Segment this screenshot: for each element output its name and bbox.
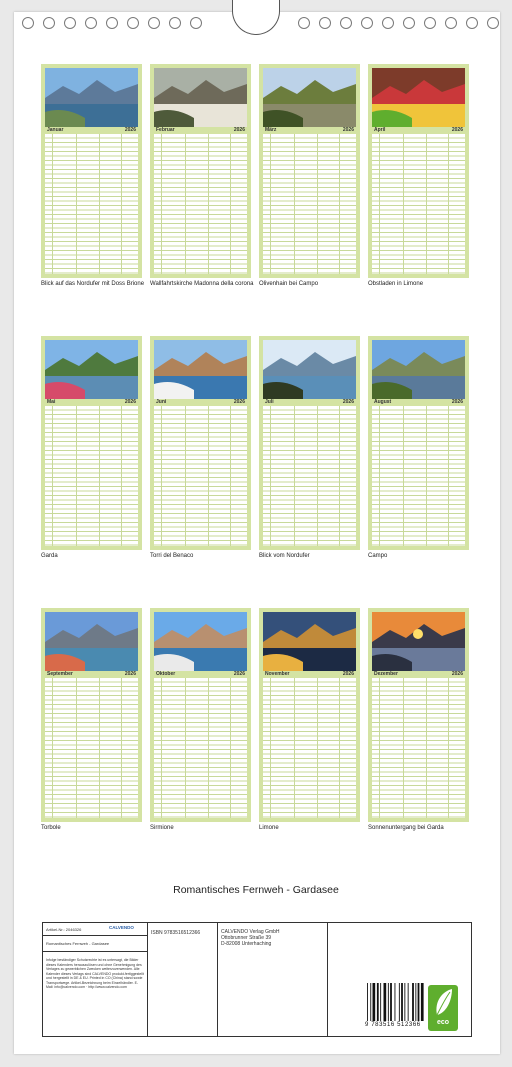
- day-grid: [263, 134, 356, 274]
- calvendo-logo: CALVENDO: [109, 925, 134, 930]
- month-caption: Limone: [259, 825, 279, 831]
- month-photo-image: [263, 612, 356, 671]
- month-panel-1: [41, 64, 142, 278]
- day-grid: [154, 406, 247, 546]
- binding-hole: [127, 17, 139, 29]
- day-grid: [263, 678, 356, 818]
- publisher-street: Ottobrunner Straße 39: [221, 935, 272, 941]
- binding-hole: [487, 17, 499, 29]
- month-year: 2026: [124, 127, 136, 133]
- month-name: Februar: [156, 127, 175, 133]
- publisher-name: CALVENDO Verlag GmbH: [221, 929, 280, 935]
- month-header: [372, 671, 465, 678]
- isbn: ISBN 9783516512366: [151, 930, 201, 936]
- month-photo: [372, 340, 465, 399]
- binding-hole: [43, 17, 55, 29]
- month-photo: [372, 612, 465, 671]
- month-header: [154, 399, 247, 406]
- binding-hole: [298, 17, 310, 29]
- month-caption: Obstladen in Limone: [368, 281, 424, 287]
- back-cover-info: [42, 922, 472, 1037]
- binding-hole: [466, 17, 478, 29]
- day-grid: [154, 678, 247, 818]
- month-photo-image: [372, 68, 465, 127]
- month-year: 2026: [233, 671, 245, 677]
- month-header: [263, 671, 356, 678]
- month-name: Dezember: [374, 671, 398, 677]
- month-caption: Sirmione: [150, 825, 174, 831]
- month-name: Mai: [47, 399, 56, 405]
- publisher-city: D-82008 Unterhaching: [221, 941, 272, 947]
- binding-hole: [169, 17, 181, 29]
- month-photo: [154, 340, 247, 399]
- binding-hole: [85, 17, 97, 29]
- day-grid: [45, 134, 138, 274]
- month-header: [45, 399, 138, 406]
- month-panel-4: [368, 64, 469, 278]
- month-photo: [263, 340, 356, 399]
- month-header: [263, 399, 356, 406]
- month-header: [263, 127, 356, 134]
- hanger-hook: [232, 0, 280, 35]
- binding-hole: [64, 17, 76, 29]
- eco-label: eco: [436, 1019, 450, 1026]
- month-year: 2026: [342, 671, 354, 677]
- month-caption: Olivenhain bei Campo: [259, 281, 319, 287]
- month-name: Juni: [156, 399, 167, 405]
- product-name: Romantisches Fernweh - Gardasee: [46, 941, 110, 946]
- month-name: April: [374, 127, 386, 133]
- month-photo-image: [45, 612, 138, 671]
- day-grid: [45, 406, 138, 546]
- binding-hole: [22, 17, 34, 29]
- month-panel-11: [259, 608, 360, 822]
- month-name: Juli: [265, 399, 274, 405]
- month-photo-image: [45, 68, 138, 127]
- month-name: Oktober: [156, 671, 176, 677]
- month-year: 2026: [342, 127, 354, 133]
- month-photo: [45, 340, 138, 399]
- binding-hole: [190, 17, 202, 29]
- month-caption: Torri del Benaco: [150, 553, 194, 559]
- month-panel-3: [259, 64, 360, 278]
- month-caption: Campo: [368, 553, 388, 559]
- month-year: 2026: [233, 127, 245, 133]
- month-name: August: [374, 399, 392, 405]
- month-photo-image: [263, 340, 356, 399]
- month-year: 2026: [124, 399, 136, 405]
- calendar-title: Romantisches Fernweh - Gardasee: [173, 884, 339, 896]
- binding-hole: [361, 17, 373, 29]
- barcode-digits: 9 783516 512366: [365, 1022, 421, 1028]
- month-name: September: [47, 671, 73, 677]
- month-caption: Sonnenuntergang bei Garda: [368, 825, 444, 831]
- binding-hole: [445, 17, 457, 29]
- month-panel-8: [368, 336, 469, 550]
- month-photo-image: [372, 340, 465, 399]
- month-panel-7: [259, 336, 360, 550]
- month-caption: Blick auf das Nordufer mit Doss Brione: [41, 281, 145, 287]
- month-panel-9: [41, 608, 142, 822]
- month-name: November: [265, 671, 290, 677]
- month-photo: [45, 612, 138, 671]
- day-grid: [372, 678, 465, 818]
- month-photo-image: [154, 612, 247, 671]
- month-photo-image: [154, 68, 247, 127]
- month-panel-10: [150, 608, 251, 822]
- month-name: Januar: [47, 127, 64, 133]
- month-header: [154, 127, 247, 134]
- month-photo: [154, 612, 247, 671]
- binding-hole: [340, 17, 352, 29]
- month-photo-image: [45, 340, 138, 399]
- month-year: 2026: [342, 399, 354, 405]
- month-panel-2: [150, 64, 251, 278]
- article-number: Artikel-Nr.: 2046326: [46, 927, 82, 932]
- binding-holes: [0, 0, 512, 40]
- month-photo: [45, 68, 138, 127]
- month-name: März: [265, 127, 277, 133]
- binding-hole: [403, 17, 415, 29]
- month-panel-5: [41, 336, 142, 550]
- binding-hole: [424, 17, 436, 29]
- binding-hole: [319, 17, 331, 29]
- month-photo: [263, 612, 356, 671]
- month-year: 2026: [124, 671, 136, 677]
- binding-hole: [382, 17, 394, 29]
- binding-hole: [148, 17, 160, 29]
- month-photo: [263, 68, 356, 127]
- month-year: 2026: [451, 127, 463, 133]
- eco-leaf-icon: [428, 985, 458, 1031]
- month-photo-image: [372, 612, 465, 671]
- month-caption: Garda: [41, 553, 58, 559]
- binding-hole: [106, 17, 118, 29]
- month-panel-12: [368, 608, 469, 822]
- month-caption: Torbole: [41, 825, 61, 831]
- month-year: 2026: [451, 671, 463, 677]
- day-grid: [372, 406, 465, 546]
- month-header: [45, 127, 138, 134]
- day-grid: [154, 134, 247, 274]
- month-caption: Wallfahrtskirche Madonna della corona: [150, 281, 254, 287]
- day-grid: [263, 406, 356, 546]
- month-header: [154, 671, 247, 678]
- month-photo-image: [263, 68, 356, 127]
- legal-notice: Infolge beständiger Schutzrechte ist es untersagt, die Bilder dieses Kalenders herauszulösen und ohne Genehmigung des Verlages zu gewerblichen Zwecken weiterzuverwenden. Alle Kalender dieses Verlags sind CALVENDO produkt-fertiggestellt und hergestellt in DE & EU. Printed in CO (China) stand sowie Transportwege. Artikel-Bezeichnung beim Einzelhändler. E-Mail: info@calvendo.com · http://www.calvendo.com: [46, 958, 144, 989]
- month-caption: Blick vom Nordufer: [259, 553, 310, 559]
- month-header: [45, 671, 138, 678]
- month-year: 2026: [451, 399, 463, 405]
- month-header: [372, 399, 465, 406]
- day-grid: [45, 678, 138, 818]
- month-panel-6: [150, 336, 251, 550]
- month-photo: [154, 68, 247, 127]
- month-year: 2026: [233, 399, 245, 405]
- day-grid: [372, 134, 465, 274]
- month-photo: [372, 68, 465, 127]
- month-header: [372, 127, 465, 134]
- month-photo-image: [154, 340, 247, 399]
